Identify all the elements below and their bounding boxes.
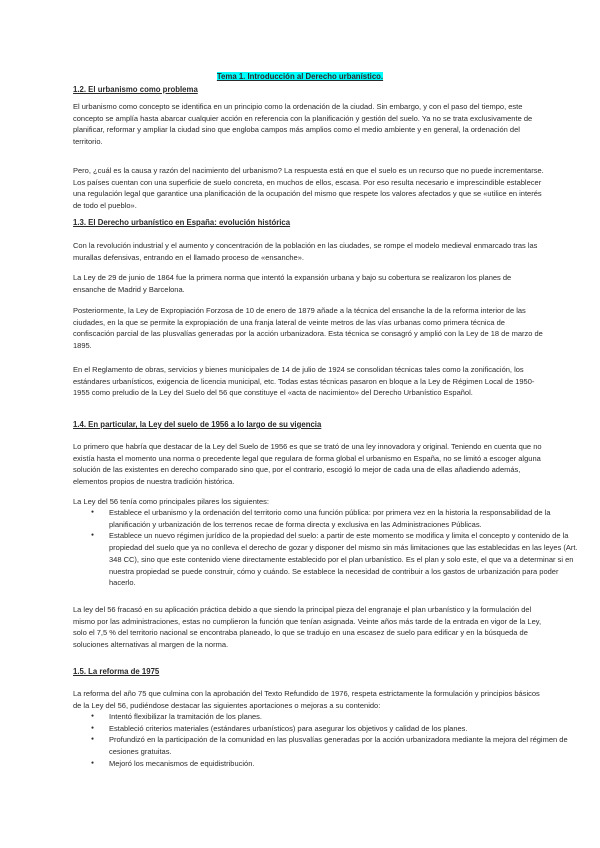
paragraph: Lo primero que habría que destacar de la Ley del Suelo de 1956 es que se trató de una ley innovadora y original. Teniendo en cuenta que no existía hasta el momento una norma o precedente legal que regulara de forma global el urbanismo en España, no se limitó a escoger alguna solución de las existentes en derecho comparado sino que, por el contrario, escogió lo mejor de cada una de ellas añadiendo además, elementos propios de nuestra tradición histórica.: [73, 442, 542, 487]
paragraph: La reforma del año 75 que culmina con la aprobación del Texto Refundido de 1976, respeta estrictamente la formulación y principios básicos de la Ley del 56, pudiéndose destacar las siguientes aportaciones o mejoras a su contenido:: [73, 689, 540, 710]
heading-1-2: 1.2. El urbanismo como problema: [73, 85, 198, 94]
list-item: ● Intentó flexibilizar la tramitación de los planes.: [109, 711, 581, 723]
heading-1-5: 1.5. La reforma de 1975: [73, 667, 160, 676]
paragraph: La ley del 56 fracasó en su aplicación práctica debido a que siendo la principal pieza del engranaje el plan urbanístico y la formulación del mismo por las administraciones, estas no cumplieron la función que tenían asignada. Veinte años más tarde de la entrada en vigor de la Ley, solo el 7,5 % del territorio nacional se encontraba planeado, lo que se tradujo en una escasez de suelo para edificar y en la búsqueda de soluciones alternativas al margen de la norma.: [73, 605, 542, 650]
list-item: ● Estableció criterios materiales (estándares urbanísticos) para asegurar los objetivos y calidad de los planes.: [109, 723, 581, 735]
list-item: ● Establece un nuevo régimen jurídico de la propiedad del suelo: a partir de este momento se modifica y limita el concepto y contenido de la propiedad del suelo que ya no conlleva el derecho de gozar y disponer del mismo sin más limitaciones que las establecidas en las leyes (Art. 348 CC), sino que este contenido viene directamente establecido por el plan urbanístico. Es el plan y solo este, el que va a determinar si en nuestra propiedad se puede construir, cómo y cuándo. Se establece la necesidad de contribuir a los gastos de urbanización para poder hacerlo.: [109, 530, 581, 589]
bullet-list: [73, 711, 581, 770]
bullet-list: [73, 507, 581, 589]
paragraph: La Ley de 29 de junio de 1864 fue la primera norma que intentó la expansión urbana y bajo su cobertura se realizaron los planes de ensanche de Madrid y Barcelona.: [73, 273, 512, 294]
document-title: Tema 1. Introducción al Derecho urbanístico.: [216, 72, 384, 81]
paragraph: Pero, ¿cuál es la causa y razón del nacimiento del urbanismo? La respuesta está en que el suelo es un recurso que no puede incrementarse. Los países cuentan con una superficie de suelo concreta, en muchos de ellos, escasa. Por eso resulta necesario e imprescindible establecer una regulación legal que garantice una planificación de la ocupación del mismo que respete los valores afectados y que se «utilice en interés de todo el pueblo».: [73, 166, 544, 211]
heading-1-3: 1.3. El Derecho urbanístico en España: evolución histórica: [73, 218, 291, 227]
paragraph: Posteriormente, la Ley de Expropiación Forzosa de 10 de enero de 1879 añade a la técnica del ensanche la de la reforma interior de las ciudades, en la que se permite la expropiación de una franja lateral de veinte metros de las vías urbanas como primera técnica de confiscación parcial de las plusvalías generadas por la acción urbanizadora. Esta técnica se consagró y amplió con la Ley de 18 de marzo de 1895.: [73, 306, 543, 351]
paragraph: Con la revolución industrial y el aumento y concentración de la población en las ciudades, se rompe el modelo medieval enmarcado tras las murallas defensivas, entrando en el llamado proceso de «ensanche».: [73, 241, 538, 262]
paragraph: La Ley del 56 tenía como principales pilares los siguientes:: [73, 497, 269, 506]
list-item: ● Profundizó en la participación de la comunidad en las plusvalías generadas por la acción urbanizadora mediante la mejora del régimen de cesiones gratuitas.: [109, 734, 581, 757]
paragraph: El urbanismo como concepto se identifica en un principio como la ordenación de la ciudad. Sin embargo, y con el paso del tiempo, este concepto se amplía hasta abarcar cualquier acción en referencia con la planificación y gestión del suelo. Ya no se trata exclusivamente de planificar, reformar y ampliar la ciudad sino que engloba campos más amplios como el medio ambiente y en general, la ordenación del territorio.: [73, 102, 533, 147]
list-item: ● Mejoró los mecanismos de equidistribución.: [109, 758, 581, 770]
paragraph: En el Reglamento de obras, servicios y bienes municipales de 14 de julio de 1924 se consolidan técnicas tales como la zonificación, los estándares urbanísticos, exigencia de licencia municipal, etc. Todas estas técnicas pasaron en bloque a la Ley de Régimen Local de 1950-1955 como preludio de la Ley del Suelo del 56 que constituye el «acta de nacimiento» del Derecho Urbanístico Español.: [73, 365, 535, 398]
list-item: ● Establece el urbanismo y la ordenación del territorio como una función pública: por primera vez en la historia la responsabilidad de la planificación y urbanización de los terrenos recae de forma directa y exclusiva en las Administraciones Públicas.: [109, 507, 581, 530]
heading-1-4: 1.4. En particular, la Ley del suelo de 1956 a lo largo de su vigencia: [73, 420, 322, 429]
